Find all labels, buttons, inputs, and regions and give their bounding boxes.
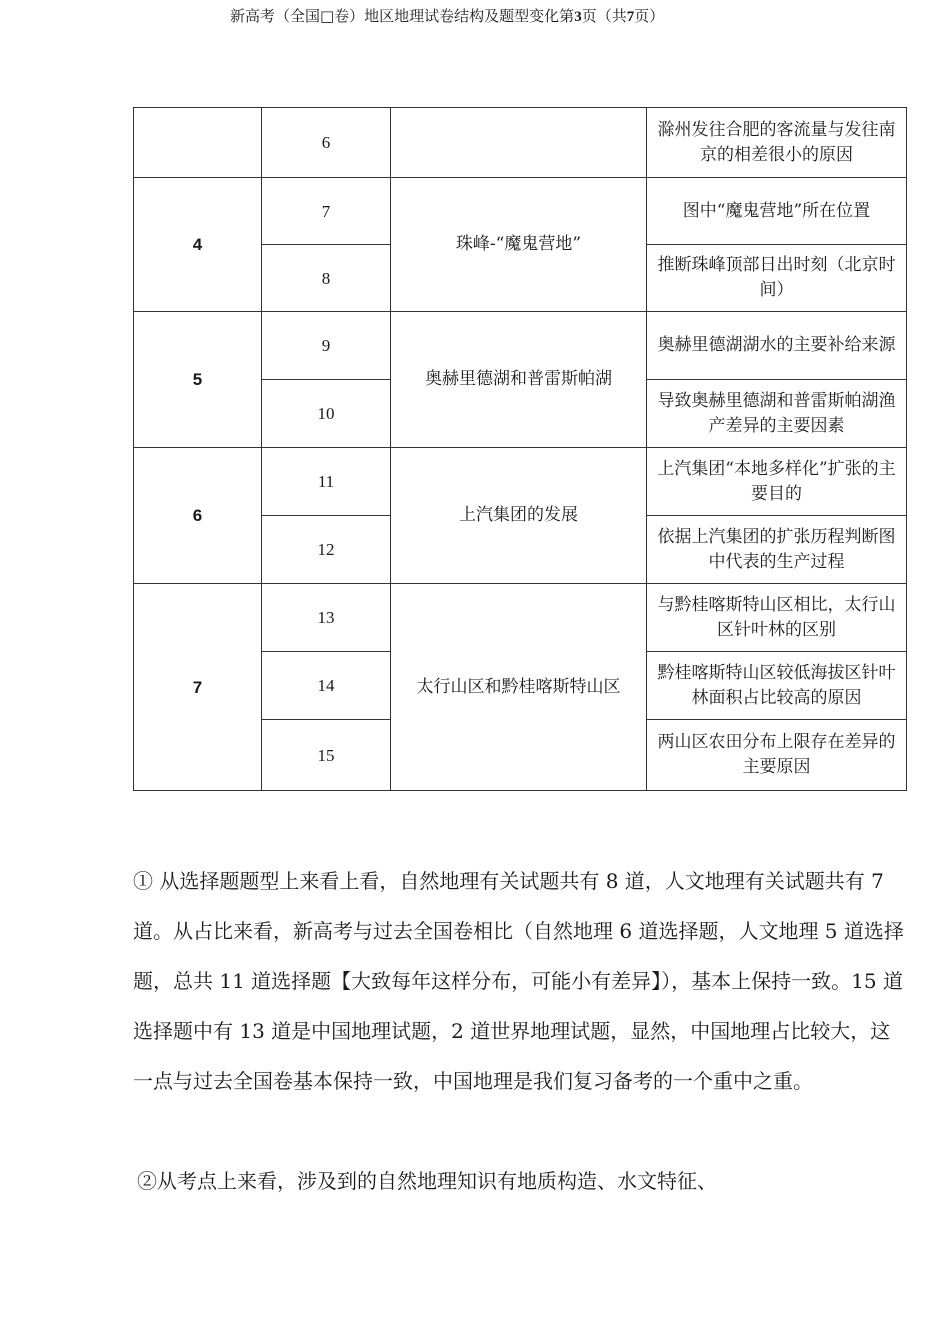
table-row: [134, 448, 907, 516]
topic-cell: 上汽集团的发展: [391, 448, 647, 584]
content-cell: 依据上汽集团的扩张历程判断图中代表的生产过程: [647, 516, 907, 584]
question-number-cell: 15: [262, 720, 391, 791]
topic-cell: 太行山区和黔桂喀斯特山区: [391, 584, 647, 791]
topic-cell: [391, 108, 647, 178]
table-row: [134, 178, 907, 245]
header-total-pages: 7: [626, 9, 635, 25]
header-title-part2: 页（共: [581, 7, 627, 25]
question-number-cell: 9: [262, 312, 391, 380]
header-title-part3: 页）: [634, 7, 665, 25]
topic-cell: 珠峰-“魔鬼营地”: [391, 178, 647, 312]
content-cell: 滁州发往合肥的客流量与发往南京的相差很小的原因: [647, 108, 907, 178]
content-cell: 推断珠峰顶部日出时刻（北京时间）: [647, 245, 907, 312]
question-number-cell: 13: [262, 584, 391, 652]
group-number-cell: 7: [134, 584, 262, 791]
group-number-cell: 6: [134, 448, 262, 584]
question-number-cell: 7: [262, 178, 391, 245]
analysis-paragraph-1: ① 从选择题题型上来看上看，自然地理有关试题共有 8 道，人文地理有关试题共有 7 道。从占比来看，新高考与过去全国卷相比（自然地理 6 道选择题，人文地理 5 道选择题，总共 11 道选择题【大致每年这样分布，可能小有差异】），基本上保持一致。15 道选择题中有 13 道是中国地理试题，2 道世界地理试题，显然，中国地理占比较大，这一点与过去全国卷基本保持一致，中国地理是我们复习备考的一个重中之重。: [133, 869, 904, 1093]
analysis-paragraph-2: ②从考点上来看，涉及到的自然地理知识有地质构造、水文特征、: [137, 1169, 717, 1193]
question-number-cell: 12: [262, 516, 391, 584]
question-number-cell: 6: [262, 108, 391, 178]
content-cell: 导致奥赫里德湖和普雷斯帕湖渔产差异的主要因素: [647, 380, 907, 448]
group-number-cell: [134, 108, 262, 178]
question-number-cell: 8: [262, 245, 391, 312]
question-number-cell: 14: [262, 652, 391, 720]
table-row: [134, 108, 907, 178]
table-row: [134, 312, 907, 380]
content-cell: 与黔桂喀斯特山区相比，太行山区针叶林的区别: [647, 584, 907, 652]
content-cell: 黔桂喀斯特山区较低海拔区针叶林面积占比较高的原因: [647, 652, 907, 720]
page-header: [230, 6, 710, 28]
content-cell: 两山区农田分布上限存在差异的主要原因: [647, 720, 907, 791]
group-number-cell: 5: [134, 312, 262, 448]
header-page-number: 3: [574, 9, 582, 25]
group-number-cell: 4: [134, 178, 262, 312]
content-cell: 上汽集团“本地多样化”扩张的主要目的: [647, 448, 907, 516]
table-row: [134, 584, 907, 652]
exam-structure-table: [133, 107, 907, 791]
question-number-cell: 11: [262, 448, 391, 516]
content-cell: 奥赫里德湖湖水的主要补给来源: [647, 312, 907, 380]
question-number-cell: 10: [262, 380, 391, 448]
header-title-part1: 新高考（全国□卷）地区地理试卷结构及题型变化第: [230, 7, 575, 25]
topic-cell: 奥赫里德湖和普雷斯帕湖: [391, 312, 647, 448]
content-cell: 图中“魔鬼营地”所在位置: [647, 178, 907, 245]
